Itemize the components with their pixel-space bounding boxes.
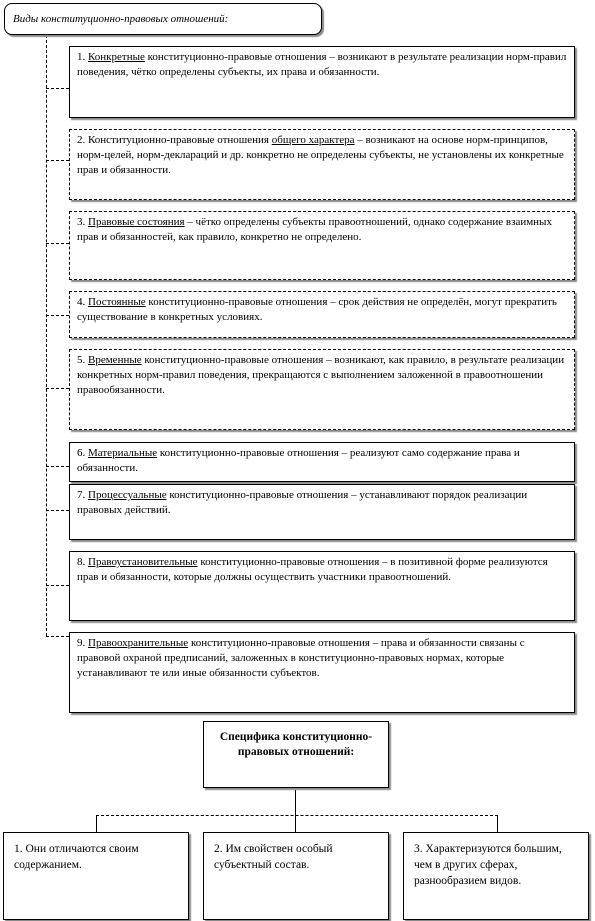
spec-bus-line — [96, 815, 498, 816]
type-term: Временные — [88, 354, 142, 366]
root-title: Виды конституционно-правовых отношений: — [13, 13, 229, 25]
type-term: Правовые состояния — [88, 216, 185, 228]
type-box-7: 7. Процессуальные конституционно-правовые отношения – устанавливают порядок реализации правовых действий. — [69, 484, 575, 540]
type-box-5: 5. Временные конституционно-правовые отношения – возникают, как правило, в результате реализации конкретных норм-правил поведения, прекращаются с выполнением заложенной в правоотношении правообязанности. — [69, 349, 575, 430]
type-term: общего характера — [271, 134, 355, 146]
trunk-line — [46, 35, 47, 636]
branch-line-8 — [46, 585, 69, 586]
type-desc: конституционно-правовые отношения – возникают, как правило, в результате реализации конкретных норм-правил поведения, прекращаются с выполнением заложенной в правоотношении правообязанности. — [77, 354, 565, 396]
feature-box-2 — [203, 832, 389, 920]
branch-line-9 — [46, 636, 69, 637]
specifics-title: Специфика конституционно-правовых отношений: — [219, 731, 373, 758]
type-desc: конституционно-правовые отношения – устанавливают порядок реализации правовых действий. — [77, 489, 528, 516]
feature-drop-1 — [96, 815, 97, 832]
type-desc: – возникают на основе норм-принципов, норм-целей, норм-деклараций и др. конкретно не определены субъекты, не установлены их конкретные прав и обязанности. — [77, 134, 564, 176]
feature-box-3 — [403, 832, 589, 920]
specifics-box — [203, 721, 389, 788]
type-term: Материальные — [88, 447, 158, 459]
type-box-9: 9. Правоохранительные конституционно-правовые отношения – права и обязанности связаны с правовой охраной предписаний, заложенных в конституционно-правовых нормах, которые устанавливают те или иные обязанности субъектов. — [69, 632, 575, 713]
type-box-2: 2. Конституционно-правовые отношения общего характера – возникают на основе норм-принципов, норм-целей, норм-деклараций и др. конкретно не определены субъекты, не установлены их конкретные прав и обязанности. — [69, 129, 575, 200]
type-box-8: 8. Правоустановительные конституционно-правовые отношения – в позитивной форме реализуются прав и обязанности, которые должны осуществить участники правоотношений. — [69, 551, 575, 621]
branch-line-7 — [46, 510, 69, 511]
root-box — [4, 3, 322, 35]
type-term: Постоянные — [88, 296, 146, 308]
type-box-4: 4. Постоянные конституционно-правовые отношения – срок действия не определён, могут прекратить существование в конкретных условиях. — [69, 291, 575, 338]
branch-line-6 — [46, 466, 69, 467]
feature-text: 1. Они отличаются своим содержанием. — [14, 843, 139, 871]
spec-stem-line — [295, 790, 296, 815]
type-term: Процессуальные — [88, 489, 167, 501]
type-term: Правоохранительные — [88, 637, 189, 649]
type-desc: конституционно-правовые отношения – срок действия не определён, могут прекратить существование в конкретных условиях. — [77, 296, 557, 323]
feature-drop-2 — [295, 815, 296, 832]
type-box-1: 1. Конкретные конституционно-правовые отношения – возникают в результате реализации норм-правил поведения, чётко определены субъекты, их права и обязанности. — [69, 46, 575, 118]
type-desc: конституционно-правовые отношения – в позитивной форме реализуются прав и обязанности, которые должны осуществить участники правоотношений. — [77, 556, 548, 583]
type-term: Конкретные — [88, 51, 145, 63]
feature-box-1 — [3, 832, 189, 920]
type-desc: конституционно-правовые отношения – возникают в результате реализации норм-правил поведения, чётко определены субъекты, их права и обязанности. — [77, 51, 567, 78]
feature-text: 3. Характеризуются большим, чем в других сферах, разнообразием видов. — [414, 843, 562, 887]
type-desc: – чётко определены субъекты правоотношений, однако содержание взаимных прав и обязанностей, как правило, конкретно не определено. — [77, 216, 552, 243]
feature-drop-3 — [497, 815, 498, 832]
type-box-6: 6. Материальные конституционно-правовые отношения – реализуют само содержание права и обязанности. — [69, 442, 575, 482]
type-term: Правоустановительные — [88, 556, 198, 568]
branch-line-3 — [46, 243, 69, 244]
type-box-3: 3. Правовые состояния – чётко определены субъекты правоотношений, однако содержание взаимных прав и обязанностей, как правило, конкретно не определено. — [69, 211, 575, 280]
type-desc: конституционно-правовые отношения – права и обязанности связаны с правовой охраной предписаний, заложенных в конституционно-правовых нормах, которые устанавливают те или иные обязанности субъектов. — [77, 637, 525, 679]
branch-line-2 — [46, 160, 69, 161]
branch-line-5 — [46, 388, 69, 389]
branch-line-1 — [46, 88, 69, 89]
type-desc: конституционно-правовые отношения – реализуют само содержание права и обязанности. — [77, 447, 520, 474]
branch-line-4 — [46, 315, 69, 316]
feature-text: 2. Им свойствен особый субъектный состав. — [214, 843, 333, 871]
